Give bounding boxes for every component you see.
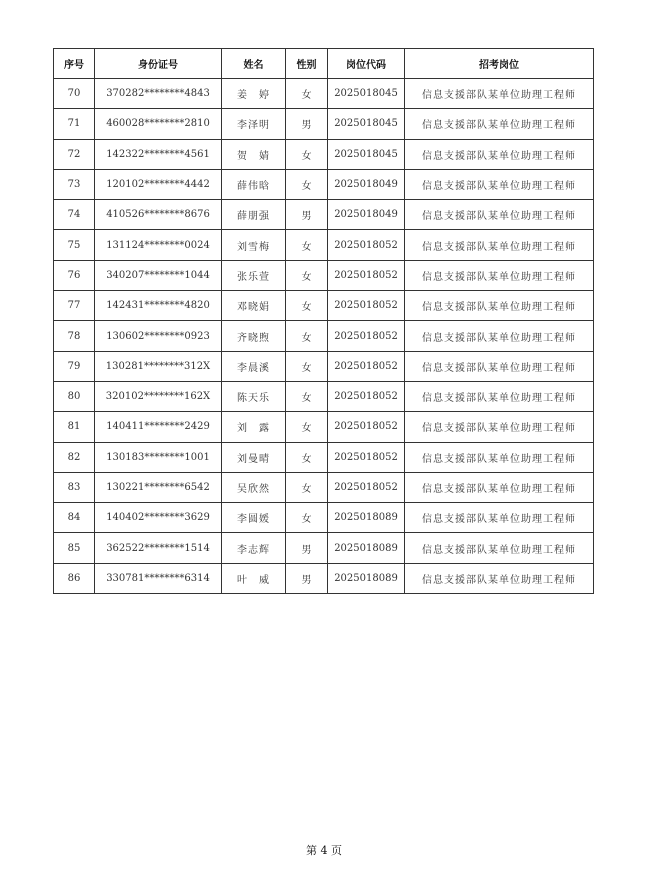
- cell-position-code: 2025018052: [328, 472, 405, 502]
- cell-position-code: 2025018052: [328, 321, 405, 351]
- cell-gender: 女: [286, 169, 328, 199]
- cell-position-code: 2025018052: [328, 412, 405, 442]
- cell-position: 信息支援部队某单位助理工程师: [405, 503, 594, 533]
- cell-seq: 72: [54, 139, 95, 169]
- table-row: [54, 109, 594, 139]
- cell-position-code: 2025018049: [328, 169, 405, 199]
- cell-id-number: 130183********1001: [95, 442, 222, 472]
- header-id: 身份证号: [95, 49, 222, 79]
- table-row: [54, 321, 594, 351]
- cell-name: 邓晓娟: [222, 291, 286, 321]
- cell-gender: 男: [286, 533, 328, 563]
- cell-position: 信息支援部队某单位助理工程师: [405, 169, 594, 199]
- header-seq: 序号: [54, 49, 95, 79]
- cell-gender: 女: [286, 230, 328, 260]
- cell-seq: 74: [54, 200, 95, 230]
- cell-position: 信息支援部队某单位助理工程师: [405, 109, 594, 139]
- cell-position: 信息支援部队某单位助理工程师: [405, 321, 594, 351]
- header-gender: 性别: [286, 49, 328, 79]
- cell-name: 吴欣然: [222, 472, 286, 502]
- cell-seq: 77: [54, 291, 95, 321]
- cell-id-number: 410526********8676: [95, 200, 222, 230]
- cell-position-code: 2025018052: [328, 442, 405, 472]
- cell-position: 信息支援部队某单位助理工程师: [405, 260, 594, 290]
- cell-id-number: 130602********0923: [95, 321, 222, 351]
- table-row: [54, 291, 594, 321]
- cell-gender: 女: [286, 472, 328, 502]
- cell-gender: 女: [286, 412, 328, 442]
- cell-gender: 女: [286, 260, 328, 290]
- cell-position: 信息支援部队某单位助理工程师: [405, 563, 594, 593]
- header-position: 招考岗位: [405, 49, 594, 79]
- cell-id-number: 142431********4820: [95, 291, 222, 321]
- table-row: [54, 472, 594, 502]
- cell-seq: 73: [54, 169, 95, 199]
- cell-position: 信息支援部队某单位助理工程师: [405, 381, 594, 411]
- cell-position-code: 2025018089: [328, 503, 405, 533]
- table-row: [54, 351, 594, 381]
- cell-id-number: 320102********162X: [95, 381, 222, 411]
- cell-seq: 80: [54, 381, 95, 411]
- table-header-row: [54, 49, 594, 79]
- cell-position-code: 2025018045: [328, 109, 405, 139]
- cell-gender: 女: [286, 291, 328, 321]
- table-row: [54, 503, 594, 533]
- cell-name: 李志辉: [222, 533, 286, 563]
- cell-position: 信息支援部队某单位助理工程师: [405, 79, 594, 109]
- table-row: [54, 79, 594, 109]
- table-row: [54, 200, 594, 230]
- cell-gender: 女: [286, 503, 328, 533]
- table-row: [54, 139, 594, 169]
- cell-position: 信息支援部队某单位助理工程师: [405, 139, 594, 169]
- cell-seq: 79: [54, 351, 95, 381]
- header-code: 岗位代码: [328, 49, 405, 79]
- cell-id-number: 131124********0024: [95, 230, 222, 260]
- page-number: 第 4 页: [306, 844, 342, 857]
- cell-id-number: 362522********1514: [95, 533, 222, 563]
- candidate-table: [53, 48, 594, 594]
- cell-position: 信息支援部队某单位助理工程师: [405, 442, 594, 472]
- cell-gender: 女: [286, 351, 328, 381]
- cell-seq: 76: [54, 260, 95, 290]
- cell-position-code: 2025018089: [328, 563, 405, 593]
- cell-gender: 男: [286, 563, 328, 593]
- cell-gender: 女: [286, 381, 328, 411]
- cell-id-number: 142322********4561: [95, 139, 222, 169]
- cell-position-code: 2025018049: [328, 200, 405, 230]
- cell-id-number: 120102********4442: [95, 169, 222, 199]
- cell-name: 薛伟晗: [222, 169, 286, 199]
- cell-position-code: 2025018052: [328, 291, 405, 321]
- cell-gender: 女: [286, 321, 328, 351]
- cell-id-number: 130221********6542: [95, 472, 222, 502]
- cell-position-code: 2025018052: [328, 381, 405, 411]
- cell-id-number: 460028********2810: [95, 109, 222, 139]
- table-row: [54, 563, 594, 593]
- cell-seq: 81: [54, 412, 95, 442]
- cell-id-number: 340207********1044: [95, 260, 222, 290]
- cell-id-number: 330781********6314: [95, 563, 222, 593]
- cell-position-code: 2025018089: [328, 533, 405, 563]
- cell-gender: 男: [286, 109, 328, 139]
- cell-seq: 78: [54, 321, 95, 351]
- cell-position: 信息支援部队某单位助理工程师: [405, 412, 594, 442]
- cell-position: 信息支援部队某单位助理工程师: [405, 351, 594, 381]
- cell-name: 李圆媛: [222, 503, 286, 533]
- table-row: [54, 533, 594, 563]
- cell-seq: 75: [54, 230, 95, 260]
- cell-position-code: 2025018045: [328, 139, 405, 169]
- cell-seq: 83: [54, 472, 95, 502]
- cell-gender: 女: [286, 139, 328, 169]
- cell-gender: 男: [286, 200, 328, 230]
- cell-name: 陈天乐: [222, 381, 286, 411]
- cell-position: 信息支援部队某单位助理工程师: [405, 200, 594, 230]
- cell-id-number: 130281********312X: [95, 351, 222, 381]
- cell-position-code: 2025018052: [328, 351, 405, 381]
- header-name: 姓名: [222, 49, 286, 79]
- cell-seq: 86: [54, 563, 95, 593]
- cell-position: 信息支援部队某单位助理工程师: [405, 472, 594, 502]
- table-row: [54, 169, 594, 199]
- table-row: [54, 412, 594, 442]
- cell-name: 张乐萱: [222, 260, 286, 290]
- cell-name: 刘 露: [222, 412, 286, 442]
- table-row: [54, 260, 594, 290]
- cell-position: 信息支援部队某单位助理工程师: [405, 533, 594, 563]
- cell-id-number: 370282********4843: [95, 79, 222, 109]
- table-body: [54, 79, 594, 594]
- cell-gender: 女: [286, 79, 328, 109]
- cell-name: 叶 威: [222, 563, 286, 593]
- cell-name: 李晨溪: [222, 351, 286, 381]
- cell-gender: 女: [286, 442, 328, 472]
- cell-seq: 70: [54, 79, 95, 109]
- cell-position: 信息支援部队某单位助理工程师: [405, 230, 594, 260]
- cell-seq: 84: [54, 503, 95, 533]
- cell-name: 薛朋强: [222, 200, 286, 230]
- cell-id-number: 140411********2429: [95, 412, 222, 442]
- cell-name: 姜 婷: [222, 79, 286, 109]
- cell-seq: 71: [54, 109, 95, 139]
- cell-name: 齐晓煦: [222, 321, 286, 351]
- table-row: [54, 381, 594, 411]
- cell-position-code: 2025018052: [328, 260, 405, 290]
- cell-name: 李泽明: [222, 109, 286, 139]
- cell-seq: 85: [54, 533, 95, 563]
- cell-position-code: 2025018052: [328, 230, 405, 260]
- cell-name: 贺 婧: [222, 139, 286, 169]
- cell-position: 信息支援部队某单位助理工程师: [405, 291, 594, 321]
- table-row: [54, 442, 594, 472]
- cell-position-code: 2025018045: [328, 79, 405, 109]
- table-row: [54, 230, 594, 260]
- cell-id-number: 140402********3629: [95, 503, 222, 533]
- cell-seq: 82: [54, 442, 95, 472]
- cell-name: 刘雪梅: [222, 230, 286, 260]
- cell-name: 刘曼晴: [222, 442, 286, 472]
